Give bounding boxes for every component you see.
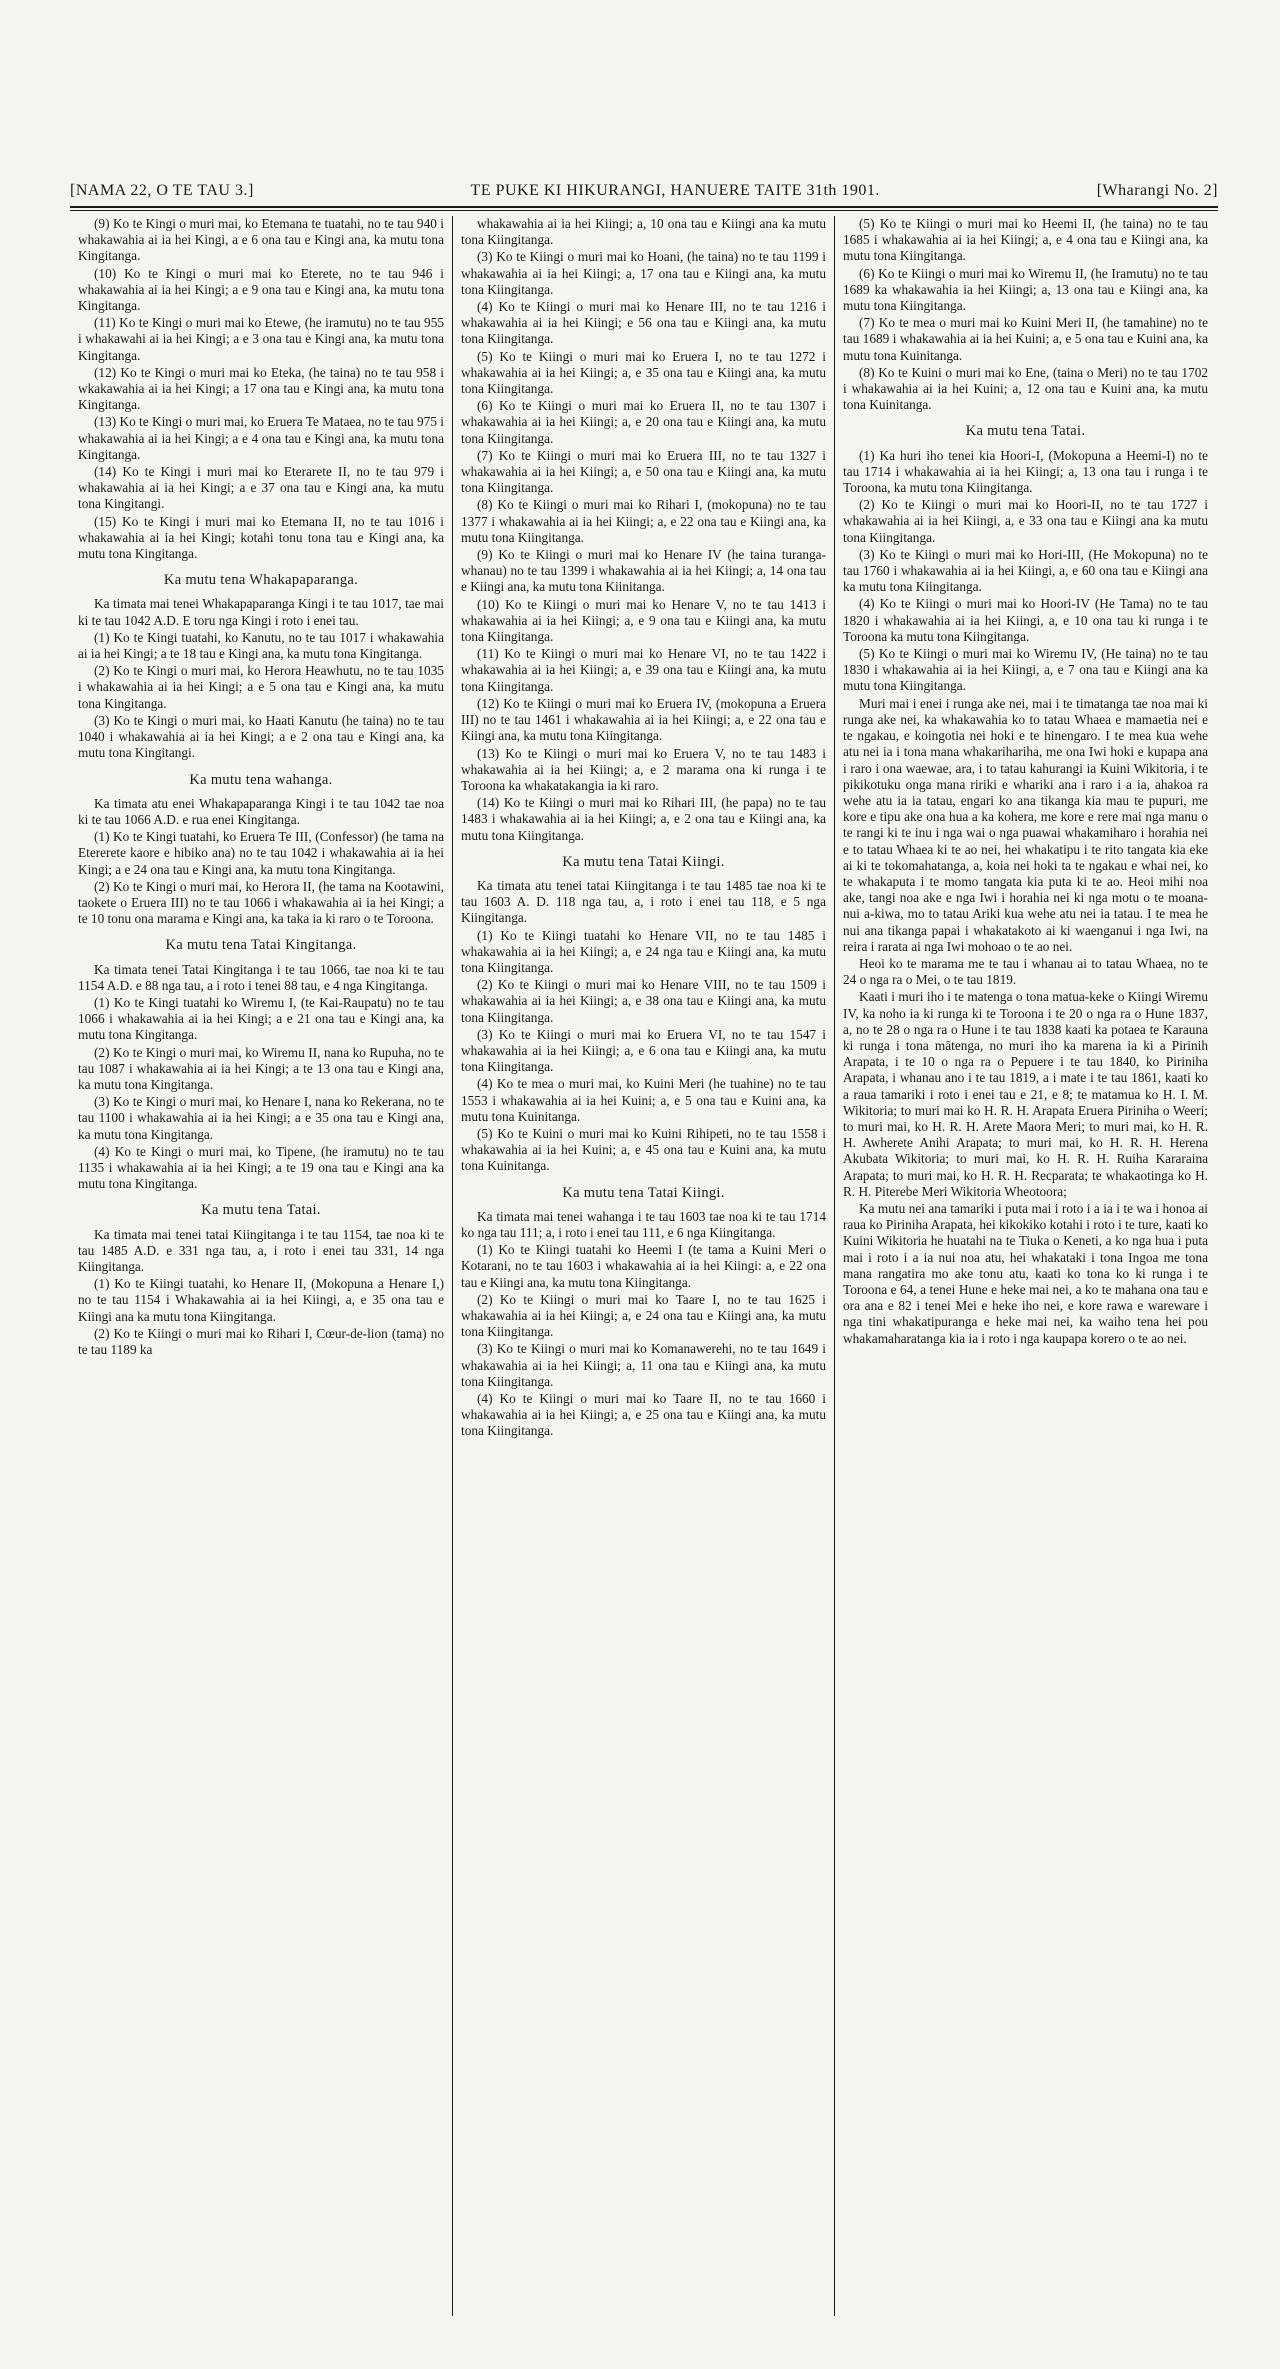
paragraph: (4) Ko te Kingi o muri mai, ko Tipene, (he iramutu) no te tau 1135 i whakawahia ai ia hei Kingi; a te 19 ona tau e Kingi ana ka mutu tona Kingitanga. [78, 1143, 444, 1192]
paragraph: (10) Ko te Kiingi o muri mai ko Henare V, no te tau 1413 i whakawahia ai ia hei Kiingi; a, e 9 ona tau e Kiingi ana, ka mutu tona Kiingitanga. [461, 596, 826, 645]
paragraph: (4) Ko te Kiingi o muri mai ko Hoori-IV (He Tama) no te tau 1820 i whakawahia ai ia hei Kiingi, a, e 10 ona tau ki runga i te Toroona ka mutu tona Kiingitanga. [843, 596, 1208, 644]
section-heading: Ka mutu tena Tatai Kiingi. [562, 1184, 725, 1201]
paragraph: (11) Ko te Kingi o muri mai ko Etewe, (he iramutu) no te tau 955 i whakawahi ai ia hei Kingi; a e 3 ona tau e Kingi ana, ka mutu tona Kingitanga. [78, 315, 444, 363]
paragraph: (14) Ko te Kingi i muri mai ko Eterarete II, no te tau 979 i whakawahia ai ia hei Kingi; a e 37 ona tau e Kingi ana, ka mutu tona Kingitangi. [78, 464, 444, 512]
paragraph: (3) Ko te Kiingi o muri mai ko Hori-III, (He Mokopuna) no te tau 1760 i whakawahia ai ia hei Kiingi, a, e 60 ona tau e Kiingi ana ka mutu tona Kiingitanga. [843, 546, 1208, 595]
column-3 [834, 216, 1216, 2316]
issue-number: [NAMA 22, O TE TAU 3.] [70, 182, 254, 199]
paragraph: (8) Ko te Kiingi o muri mai ko Rihari I, (mokopuna) no te tau 1377 i whakawahia ai ia hei Kiingi; a, e 22 ona tau e Kiingi ana, ka mutu tona Kiingitanga. [461, 497, 826, 545]
paragraph: (3) Ko te Kingi o muri mai, ko Henare I, nana ko Rekerana, no te tau 1100 i whakawahia ai ia hei Kingi; a e 35 ona tau e Kingi ana, ka mutu tona Kingitanga. [78, 1094, 444, 1142]
paragraph: (2) Ko te Kiingi o muri mai ko Rihari I, Cœur-de-lion (tama) no te tau 1189 ka [78, 1325, 444, 1357]
paragraph: Ka timata mai tenei Whakapaparanga Kingi i te tau 1017, tae mai ki te tau 1042 A.D. E toru nga Kingi i roto i enei tau. [78, 596, 444, 628]
paragraph: (4) Ko te Kiingi o muri mai ko Taare II, no te tau 1660 i whakawahia ai ia hei Kiingi; a, e 25 ona tau e Kiingi ana, ka mutu tona Kiingitanga. [461, 1391, 826, 1439]
paragraph: Ka timata tenei Tatai Kingitanga i te tau 1066, tae noa ki te tau 1154 A.D. e 88 nga tau, a i roto i tenei 88 tau, e 4 nga Kingitanga. [78, 961, 444, 993]
paragraph: Ka timata mai tenei tatai Kiingitanga i te tau 1154, tae noa ki te tau 1485 A.D. e 331 nga tau, a, i roto i enei tau 331, 14 nga Kiingitanga. [78, 1226, 444, 1274]
paragraph: (7) Ko te Kiingi o muri mai ko Eruera III, no te tau 1327 i whakawahia ai ia hei Kiingi; a, e 50 ona tau e Kiingi ana, ka mutu tona Kiingitanga. [461, 447, 826, 496]
section-heading: Ka mutu tena wahanga. [189, 771, 333, 788]
newspaper-title: TE PUKE KI HIKURANGI, HANUERE TAITE 31th 1901. [470, 182, 880, 199]
paragraph: (5) Ko te Kuini o muri mai ko Kuini Rihipeti, no te tau 1558 i whakawahia ai ia hei Kuini; a, e 45 ona tau e Kuini ana, ka mutu tona Kuinitanga. [461, 1125, 826, 1174]
paragraph: (1) Ko te Kingi tuatahi, ko Kanutu, no te tau 1017 i whakawahia ai ia hei Kingi; a te 18 tau e Kingi ana, ka mutu tona Kingitanga. [78, 629, 444, 662]
paragraph: (4) Ko te mea o muri mai, ko Kuini Meri (he tuahine) no te tau 1553 i whakawahia ai ia hei Kuini; a, e 5 ona tau e Kuini ana, ka mutu tona Kuinitanga. [461, 1076, 826, 1124]
paragraph: whakawahia ai ia hei Kiingi; a, 10 ona tau e Kiingi ana ka mutu tona Kiingitanga. [461, 216, 826, 248]
paragraph: Ka mutu nei ana tamariki i puta mai i roto i a ia i te wa i honoa ai raua ko Piriniha Arapata, hei kikokiko kotahi i roto i te ture, kaati ko Kuini Wikitoria he huatahi na te Tiuka o Keneti, a ko nga hua i puta mai i roto i a ia nui noa atu, hei whakataki i tona Ingoa me tona mana rangatira mo ake tonu atu, kaati ko tona ko ki runga i te Toroona e 64, a tenei Hune e heke mai nei, a ko te mahana ona tau e ora ana e 82 i tenei Mei e heke iho nei, e kore rawa e wareware i nga tini whakatipuranga e heke mai nei, ka waiho tena hei pou whakamaharatanga kia ia i roto i nga kaupapa korero o te ao nei. [843, 1200, 1208, 1346]
paragraph: (2) Ko te Kingi o muri mai, ko Wiremu II, nana ko Rupuha, no te tau 1087 i whakawahia ai ia hei Kingi; a te 13 ona tau e Kingi ana, ka mutu tona Kingitanga. [78, 1044, 444, 1092]
paragraph: (3) Ko te Kiingi o muri mai ko Komanawerehi, no te tau 1649 i whakawahia ai ia hei Kiingi; a, 11 ona tau e Kiingi ana, ka mutu tona Kiingitanga. [461, 1341, 826, 1389]
section-heading: Ka mutu tena Tatai. [201, 1202, 321, 1219]
section-heading: Ka mutu tena Tatai Kiingi. [562, 853, 725, 870]
paragraph: (14) Ko te Kiingi o muri mai ko Rihari III, (he papa) no te tau 1483 i whakawahia ai ia hei Kiingi; a, e 2 ona tau e Kiingi ana, ka mutu tona Kiingitanga. [461, 795, 826, 843]
paragraph: (3) Ko te Kingi o muri mai, ko Haati Kanutu (he taina) no te tau 1040 i whakawahia ai ia hei Kingi; a e 2 ona tau e Kingi ana, ka mutu tona Kingitangi. [78, 712, 444, 761]
paragraph: Ka timata atu enei Whakapaparanga Kingi i te tau 1042 tae noa ki te tau 1066 A.D. e rua enei Kingitanga. [78, 795, 444, 827]
paragraph: (6) Ko te Kiingi o muri mai ko Eruera II, no te tau 1307 i whakawahia ai ia hei Kiingi; a, e 20 ona tau e Kiingi ana, ka mutu tona Kiingitanga. [461, 398, 826, 446]
paragraph: Ka timata mai tenei wahanga i te tau 1603 tae noa ki te tau 1714 ko nga tau 111; a, i roto i enei tau 111, e 6 nga Kiingitanga. [461, 1208, 826, 1240]
paragraph: (2) Ko te Kingi o muri mai, ko Herora II, (he tama na Kootawini, taokete o Eruera III) no te tau 1066 i whakawahia ai ia hei Kingi; a te 10 tonu ona marama e Kingi ana, ka taka ia ki raro o te Toroona. [78, 878, 444, 927]
paragraph: (12) Ko te Kingi o muri mai ko Eteka, (he taina) no te tau 958 i wkakawahia ai ia hei Kingi; a 17 ona tau e Kingi ana, ka mutu tona Kingitanga. [78, 364, 444, 413]
text-columns [70, 216, 1218, 2316]
paragraph: Ka timata atu tenei tatai Kiingitanga i te tau 1485 tae noa ki te tau 1603 A. D. 118 nga tau, a, i roto i enei tau 118, e 5 nga Kiingitanga. [461, 877, 826, 926]
paragraph: (3) Ko te Kiingi o muri mai ko Hoani, (he taina) no te tau 1199 i whakawahia ai ia hei Kiingi; a, 17 ona tau e Kiingi ana, ka mutu tona Kiingitanga. [461, 249, 826, 297]
paragraph: Heoi ko te marama me te tau i whanau ai to tatau Whaea, no te 24 o nga ra o Mei, o te tau 1819. [843, 955, 1208, 988]
paragraph: (1) Ko te Kingi tuatahi, ko Eruera Te III, (Confessor) (he tama na Etererete kaore e hibiko ana) no te tau 1042 i whakawahia ai ia hei Kingi; a e 24 ona tau e Kingi ana, ka mutu tona Kingitanga. [78, 829, 444, 877]
paragraph: (12) Ko te Kiingi o muri mai ko Eruera IV, (mokopuna a Eruera III) no te tau 1461 i whakawahia ai ia hei Kiingi; a, e 22 ona tau e Kiingi ana, ka mutu tona Kiingitanga. [461, 695, 826, 744]
paragraph: (2) Ko te Kiingi o muri mai ko Taare I, no te tau 1625 i whakawahia ai ia hei Kiingi; a, e 24 ona tau e Kiingi ana, ka mutu tona Kiingitanga. [461, 1291, 826, 1340]
paragraph: (10) Ko te Kingi o muri mai ko Eterete, no te tau 946 i whakawahia ai ia hei Kingi; a e 9 ona tau e Kingi ana, ka mutu tona Kingitanga. [78, 265, 444, 314]
paragraph: Kaati i muri iho i te matenga o tona matua-keke o Kiingi Wiremu IV, ka noho ia ki runga ki te Toroona i te 20 o nga ra o Hune 1837, a, no te 28 o nga ra o Hune i te tau 1838 kaati ka potaea te Karauna ki runga i tona mātenga, no muri iho ka marena ia ki a Pirinih Arapata, i te 10 o nga ra o Pepuere i te tau 1840, ko Piriniha Arapata, i whanau ano i te tau 1819, a i mate i te tau 1861, kaati ko a raua tamariki i roto i enei tau e 21, e 8; te matamua ko H. I. M. Wikitoria; to muri mai ko H. R. H. Arapata Eruera Piriniha o Weeri; to muri mai, ko H. R. H. Arete Maora Meri; to muri mai, ko H. R. H. Awherete Anihi Arapata; to muri mai, ko H. R. H. Herena Akubata Wikitoria; to muri mai, ko H. R. H. Ruiha Kararaina Arapata; to muri mai, ko H. R. H. Recparata; te whakaotinga ko H. R. H. Piterebe Meri Wikitoria Wheotoora; [843, 989, 1208, 1199]
masthead-rule-thin [70, 210, 1218, 211]
paragraph: Muri mai i enei i runga ake nei, mai i te timatanga tae noa mai ki runga ake nei, ka whakawahia ko to tatau Whaea e mamaetia nei e te ngakau, e koingotia nei hoki e te hinengaro. I te mea kua wehe atu nei ia i tona mana whakarihariha, me ona Iwi hoki e kupapa ana i raro i ona waewae, ara, i to tatau kahurangi ia Kuini Wikitoria, i te pikikotuku onga mana ririki e whariki ana i raro i a ia, ahakoa ra wehe atu ia ia tatau, engari ko ana tikanga kia mau te pupuri, me kore e tipu ake ona hua a ka kohera, me kore e rere mai nga manu o te rangi ki te inu i nga wai o nga puawai whakamiharo i horahia nei e to tatau Whaea ki te ao nei, hei whakatipu i te rito tangata kia eke ai ki te tokomahatanga, a, koia nei hoki ta te ngakau e whai nei, ko te whakaputa i te momo tangata kia puta ki te ao. Heoi mihi noa ake, tangi noa ake e nga Iwi i horahia nei ki nga motu o te moana-nui a-kiwa, mo to tatau Ariki kua wehe atu nei ia tatau. I te mea he nui ana tikanga papai i whakatakoto ai ki waenganui i nga Iwi, na reira i rarata ai nga Iwi mohoao o te ao nei. [843, 695, 1208, 954]
paragraph: (2) Ko te Kiingi o muri mai ko Henare VIII, no te tau 1509 i whakawahia ai ia hei Kiingi; a, e 38 ona tau e Kiingi ana, ka mutu tona Kiingitanga. [461, 977, 826, 1025]
masthead-rule [70, 206, 1218, 208]
column-2 [452, 216, 834, 2316]
paragraph: (11) Ko te Kiingi o muri mai ko Henare VI, no te tau 1422 i whakawahia ai ia hei Kiingi; a, e 39 ona tau e Kiingi ana, ka mutu tona Kiingitanga. [461, 646, 826, 694]
paragraph: (15) Ko te Kingi i muri mai ko Etemana II, no te tau 1016 i whakawahia ai ia hei Kingi; kotahi tonu tona tau e Kingi ana, ka mutu tona Kingitanga. [78, 513, 444, 562]
paragraph: (5) Ko te Kiingi o muri mai ko Wiremu IV, (He taina) no te tau 1830 i whakawahia ai ia hei Kiingi, a, e 7 ona tau e Kiingi ana ka mutu tona Kiingitanga. [843, 646, 1208, 694]
paragraph: (13) Ko te Kingi o muri mai, ko Eruera Te Mataea, no te tau 975 i whakawahia ai ia hei Kingi; a e 4 ona tau e Kingi ana, ka mutu tona Kingitanga. [78, 414, 444, 462]
masthead [70, 178, 1218, 204]
paragraph: (5) Ko te Kiingi o muri mai ko Eruera I, no te tau 1272 i whakawahia ai ia hei Kiingi; a, e 35 ona tau e Kiingi ana, ka mutu tona Kiingitanga. [461, 348, 826, 397]
paragraph: (4) Ko te Kiingi o muri mai ko Henare III, no te tau 1216 i whakawahia ai ia hei Kiingi; e 56 ona tau e Kiingi ana, ka mutu tona Kiingitanga. [461, 299, 826, 347]
paragraph: (6) Ko te Kiingi o muri mai ko Wiremu II, (he Iramutu) no te tau 1689 ka whakawahia ia hei Kiingi; a, 13 ona tau e Kiingi ana, ka mutu tona Kiingitanga. [843, 265, 1208, 314]
section-heading: Ka mutu tena Whakapaparanga. [163, 572, 359, 589]
paragraph: (1) Ka huri iho tenei kia Hoori-I, (Mokopuna a Heemi-I) no te tau 1714 i whakawahia ai ia hei Kiingi; a, 13 ona tau i runga i te Toroona, ka mutu tona Kiingitanga. [843, 447, 1208, 496]
paragraph: (2) Ko te Kiingi o muri mai ko Hoori-II, no te tau 1727 i whakawahia ai ia hei Kiingi, a, e 33 ona tau e Kiingi ana ka mutu tona Kiingitanga. [843, 497, 1208, 545]
paragraph: (1) Ko te Kingi tuatahi ko Wiremu I, (te Kai-Raupatu) no te tau 1066 i whakawahia ai ia hei Kingi; a e 21 ona tau e Kingi ana, ka mutu tona Kingitanga. [78, 994, 444, 1043]
section-heading: Ka mutu tena Tatai. [965, 423, 1086, 440]
paragraph: (9) Ko te Kingi o muri mai, ko Etemana te tuatahi, no te tau 940 i whakawahia ai ia hei Kingi, a e 6 ona tau e Kingi ana, ka mutu tona Kingitanga. [78, 216, 444, 264]
paragraph: (3) Ko te Kiingi o muri mai ko Eruera VI, no te tau 1547 i whakawahia ai ia hei Kiingi; a, e 6 ona tau e Kiingi ana, ka mutu tona Kiingitanga. [461, 1026, 826, 1075]
section-heading: Ka mutu tena Tatai Kingitanga. [165, 937, 357, 954]
page-number: [Wharangi No. 2] [1096, 182, 1218, 199]
column-1 [70, 216, 452, 2316]
paragraph: (13) Ko te Kiingi o muri mai ko Eruera V, no te tau 1483 i whakawahia ai ia hei Kiingi; a, e 2 marama ona ki runga i te Toroona ka whakatakangia ia ki raro. [461, 745, 826, 793]
paragraph: (9) Ko te Kiingi o muri mai ko Henare IV (he taina turanga-whanau) no te tau 1399 i whakawahia ai ia hei Kiingi; a, 14 ona tau e Kiingi ana, ka mutu tona Kiinitanga. [461, 547, 826, 595]
paragraph: (5) Ko te Kiingi o muri mai ko Heemi II, (he taina) no te tau 1685 i whakawahia ai ia hei Kiingi; a, e 4 ona tau e Kiingi ana, ka mutu tona Kiingitanga. [843, 216, 1208, 264]
paragraph: (1) Ko te Kiingi tuatahi ko Heemi I (te tama a Kuini Meri o Kotarani, no te tau 1603 i whakawahia ai ia hei Kiingi: a, e 22 ona tau e Kiingi ana, ka mutu tona Kiingitanga. [461, 1242, 826, 1290]
paragraph: (1) Ko te Kiingi tuatahi ko Henare VII, no te tau 1485 i whakawahia ai ia hei Kiingi; a, e 24 nga tau e Kiingi ana, ka mutu tona Kiingitanga. [461, 927, 826, 975]
paragraph: (8) Ko te Kuini o muri mai ko Ene, (taina o Meri) no te tau 1702 i whakawahia ai ia hei Kuini; a, 12 ona tau e Kuini ana, ka mutu tona Kuinitanga. [843, 364, 1208, 413]
paragraph: (2) Ko te Kingi o muri mai, ko Herora Heawhutu, no te tau 1035 i whakawahia ai ia hei Kingi; a e 5 ona tau e Kingi ana, ka mutu tona Kingitanga. [78, 663, 444, 711]
paragraph: (1) Ko te Kiingi tuatahi, ko Henare II, (Mokopuna a Henare I,) no te tau 1154 i Whakawahia ai ia hei Kiingi, a, e 35 ona tau e Kiingi ana ka mutu tona Kiingitanga. [78, 1276, 444, 1324]
paragraph: (7) Ko te mea o muri mai ko Kuini Meri II, (he tamahine) no te tau 1689 i whakawahia ai ia hei Kuini; a, e 5 ona tau e Kuini ana, ka mutu tona Kuinitanga. [843, 315, 1208, 363]
